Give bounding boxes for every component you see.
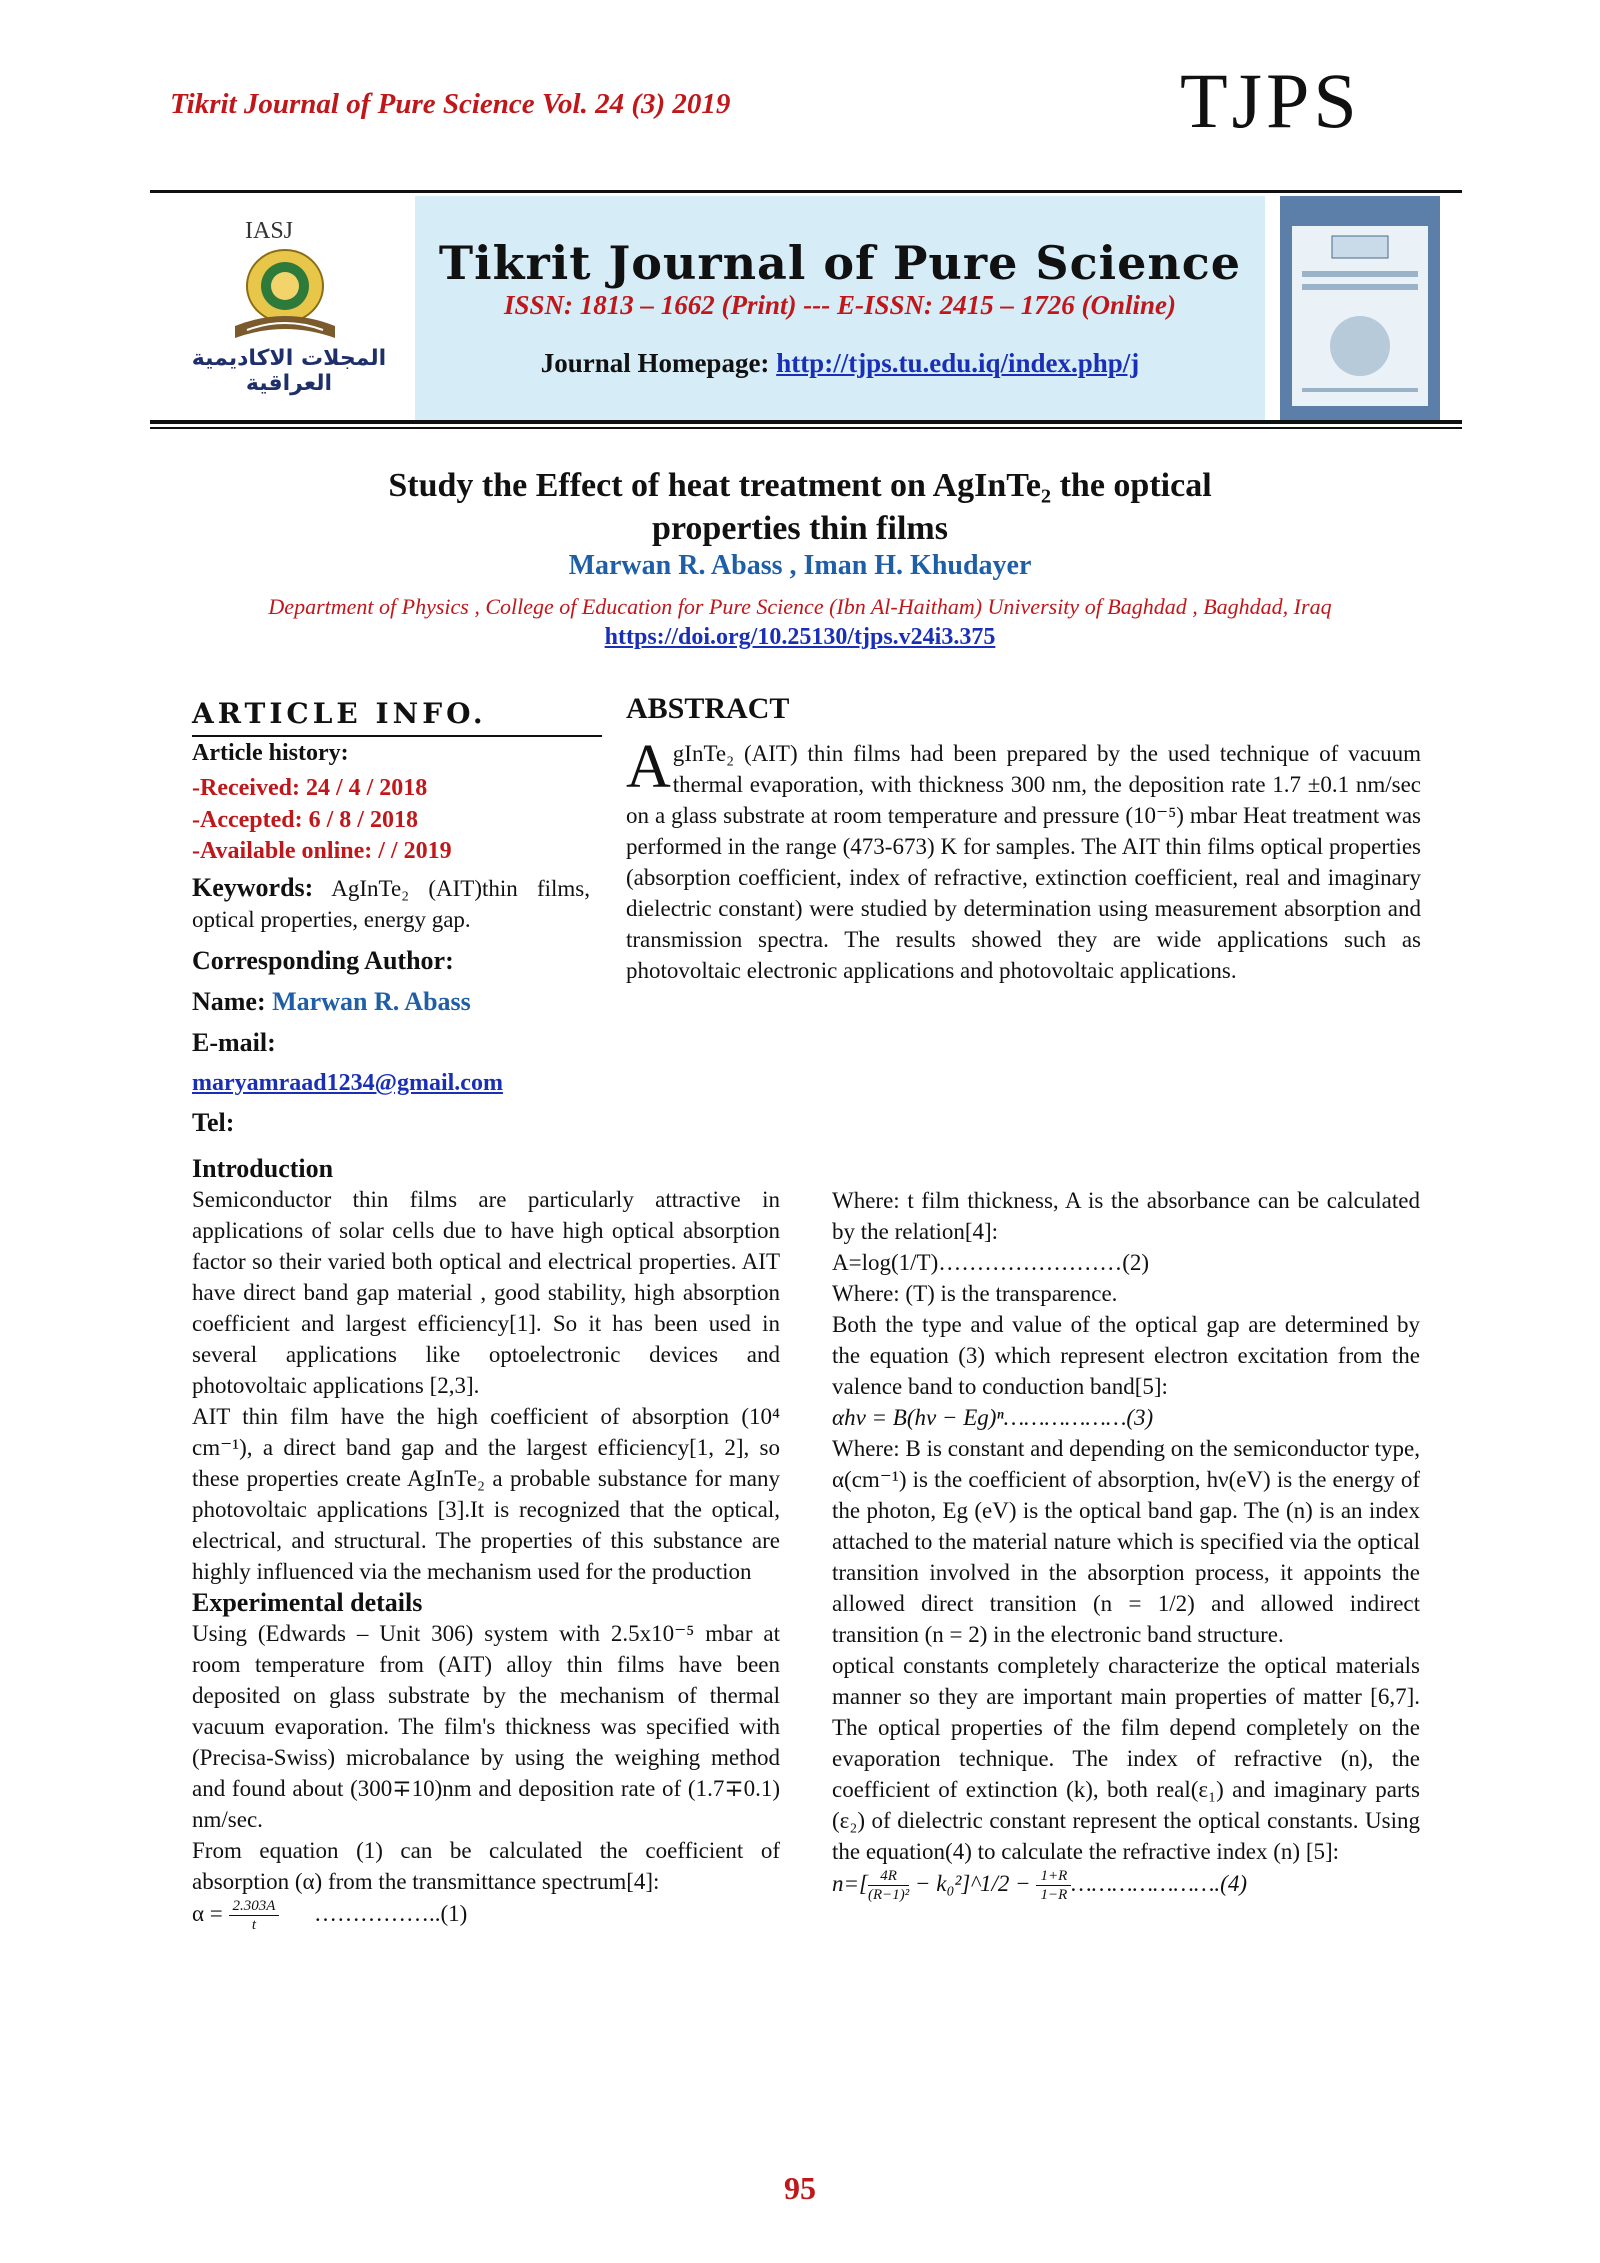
abstract-text: gInTe₂ (AIT) thin films had been prepared by the used technique of vacuum thermal evaporation, with thickness 300 nm, the deposition rate 1.7 ±0.1 nm/sec on a glass substrate at room temperature and pressure (10⁻⁵) mbar Heat treatment was performed in the range (473-673) K for samples. The AIT thin films optical properties (absorption coefficient, index of refractive, extinction coefficient, real and imaginary dielectric constant) were studied by determination using measurement absorption and transmission spectra. The results showed they are wide applications such as photovoltaic electronic applications and photovoltaic applications. <box>626 741 1421 983</box>
paper-authors: Marwan R. Abass , Iman H. Khudayer <box>568 550 1032 581</box>
page-number: 95 <box>784 2170 816 2206</box>
homepage-label: Journal Homepage: <box>540 348 777 378</box>
right-paragraph-2: Where: (T) is the transparence. <box>832 1281 1118 1306</box>
experimental-paragraph-1: Using (Edwards – Unit 306) system with 2.5x10⁻⁵ mbar at room temperature from (AIT) alloy thin films have been deposited on glass substrate by the mechanism of thermal vacuum evaporation. The film's thickness was specified with (Precisa-Swiss) microbalance by using the weighing method and found about (300∓10)nm and deposition rate of (1.7∓0.1) nm/sec. <box>192 1621 780 1832</box>
iasj-label: IASJ <box>245 218 294 244</box>
paper-title-line-2: properties thin films <box>652 510 948 547</box>
equation-3: αhν = B(hν − Eg)ⁿ………………(3) <box>832 1405 1154 1430</box>
banner-rule-thin <box>150 427 1462 429</box>
top-rule <box>150 190 1462 193</box>
experimental-paragraph-2: From equation (1) can be calculated the coefficient of absorption (α) from the transmittance spectrum[4]: <box>192 1838 780 1894</box>
banner-center <box>415 196 1265 420</box>
doi-link[interactable]: https://doi.org/10.25130/tjps.v24i3.375 <box>604 624 996 650</box>
banner-journal-title: Tikrit Journal of Pure Science <box>438 236 1242 290</box>
tel-label: Tel: <box>192 1108 235 1137</box>
abstract-body <box>626 733 1421 986</box>
left-column <box>192 1153 780 1934</box>
banner-rule-thick <box>150 420 1462 424</box>
homepage-link[interactable]: http://tjps.tu.edu.iq/index.php/j <box>776 348 1140 378</box>
article-info-rule <box>192 735 602 737</box>
experimental-heading: Experimental details <box>192 1588 423 1617</box>
right-paragraph-3: Both the type and value of the optical gap are determined by the equation (3) which represent electron excitation from the valence band to conduction band[5]: <box>832 1312 1420 1399</box>
corresponding-author-label: Corresponding Author: <box>192 946 454 975</box>
right-column <box>832 1185 1420 1904</box>
email-link[interactable]: maryamraad1234@gmail.com <box>192 1070 503 1096</box>
email-label: E-mail: <box>192 1028 276 1057</box>
equation-2: A=log(1/T)……………………(2) <box>832 1250 1150 1275</box>
iasj-logo-block <box>150 196 415 420</box>
journal-issue-line: Tikrit Journal of Pure Science Vol. 24 (3) 2019 <box>170 88 731 120</box>
paper-title-line-1: Study the Effect of heat treatment on AgInTe₂ the optical <box>388 467 1212 504</box>
received-date: -Received: 24 / 4 / 2018 <box>192 775 428 801</box>
accepted-date: -Accepted: 6 / 8 / 2018 <box>192 807 418 833</box>
journal-cover-icon <box>1280 196 1440 420</box>
right-paragraph-5: optical constants completely characterize the optical materials manner so they are important main properties of matter [6,7]. The optical properties of the film depend completely on the evaporation technique. The index of refractive (n), the coefficient of extinction (k), both real(ε₁) and imaginary parts (ε₂) of dielectric constant represent the optical constants. Using the equation(4) to calculate the refractive index (n) [5]: <box>832 1653 1420 1864</box>
intro-paragraph-1: Semiconductor thin films are particularly attractive in applications of solar cells due to have high optical absorption factor so their varied both optical and electrical properties. AIT have direct band gap material , good stability, high absorption coefficient and largest efficiency[1]. So it has been used in several applications like optoelectronic devices and photovoltaic applications [2,3]. <box>192 1187 780 1398</box>
tjps-logo-text: TJPS <box>1180 57 1361 144</box>
equation-1: α = $\frac{2.303A}{t}$ ……………..(1) <box>192 1898 468 1933</box>
department-affiliation: Department of Physics , College of Education for Pure Science (Ibn Al-Haitham) University of Baghdad , Baghdad, Iraq <box>268 594 1332 619</box>
cover-thumbnail <box>1265 196 1462 420</box>
iasj-emblem-icon <box>225 246 345 351</box>
homepage-line <box>415 348 1265 379</box>
available-online-date: -Available online: / / 2019 <box>192 838 452 864</box>
introduction-heading: Introduction <box>192 1154 334 1183</box>
abstract-dropcap: A <box>626 733 671 801</box>
arabic-iasj-label: المجلات الاكاديمية العراقية <box>191 346 387 396</box>
article-info-heading: ARTICLE INFO. <box>192 697 487 730</box>
equation-4: n=[ $\frac{4R}{\text{(R−1)²}}$ − k₀²]^1/2 − $\frac{1+R}{1-R}$ ………………….(4) <box>832 1868 1247 1903</box>
right-paragraph-4: Where: B is constant and depending on the semiconductor type, α(cm⁻¹) is the coefficient of absorption, hν(eV) is the energy of the photon, Eg (eV) is the optical band gap. The (n) is an index attached to the material nature which is specified via the optical transition involved in the absorption process, it appoints the allowed direct transition (n = 1/2) and allowed indirect transition (n = 2) in the electronic band structure. <box>832 1436 1420 1647</box>
author-name: Name: Marwan R. Abass <box>192 987 471 1016</box>
article-history-label: Article history: <box>192 740 349 766</box>
issn-line: ISSN: 1813 – 1662 (Print) --- E-ISSN: 2415 – 1726 (Online) <box>503 290 1177 320</box>
paper-title <box>300 464 1300 550</box>
keywords: Keywords: AgInTe₂ (AIT)thin films, optical properties, energy gap. <box>192 873 591 932</box>
right-paragraph-1: Where: t film thickness, A is the absorbance can be calculated by the relation[4]: <box>832 1188 1420 1244</box>
abstract-heading: ABSTRACT <box>626 692 790 725</box>
intro-paragraph-2: AIT thin film have the high coefficient of absorption (10⁴ cm⁻¹), a direct band gap and the largest efficiency[1, 2], so these properties create AgInTe₂ a probable substance for many photovoltaic applications [3].It is recognized that the optical, electrical, and structural. The properties of this substance are highly influenced via the mechanism used for the production <box>192 1404 780 1584</box>
journal-banner <box>150 196 1462 420</box>
